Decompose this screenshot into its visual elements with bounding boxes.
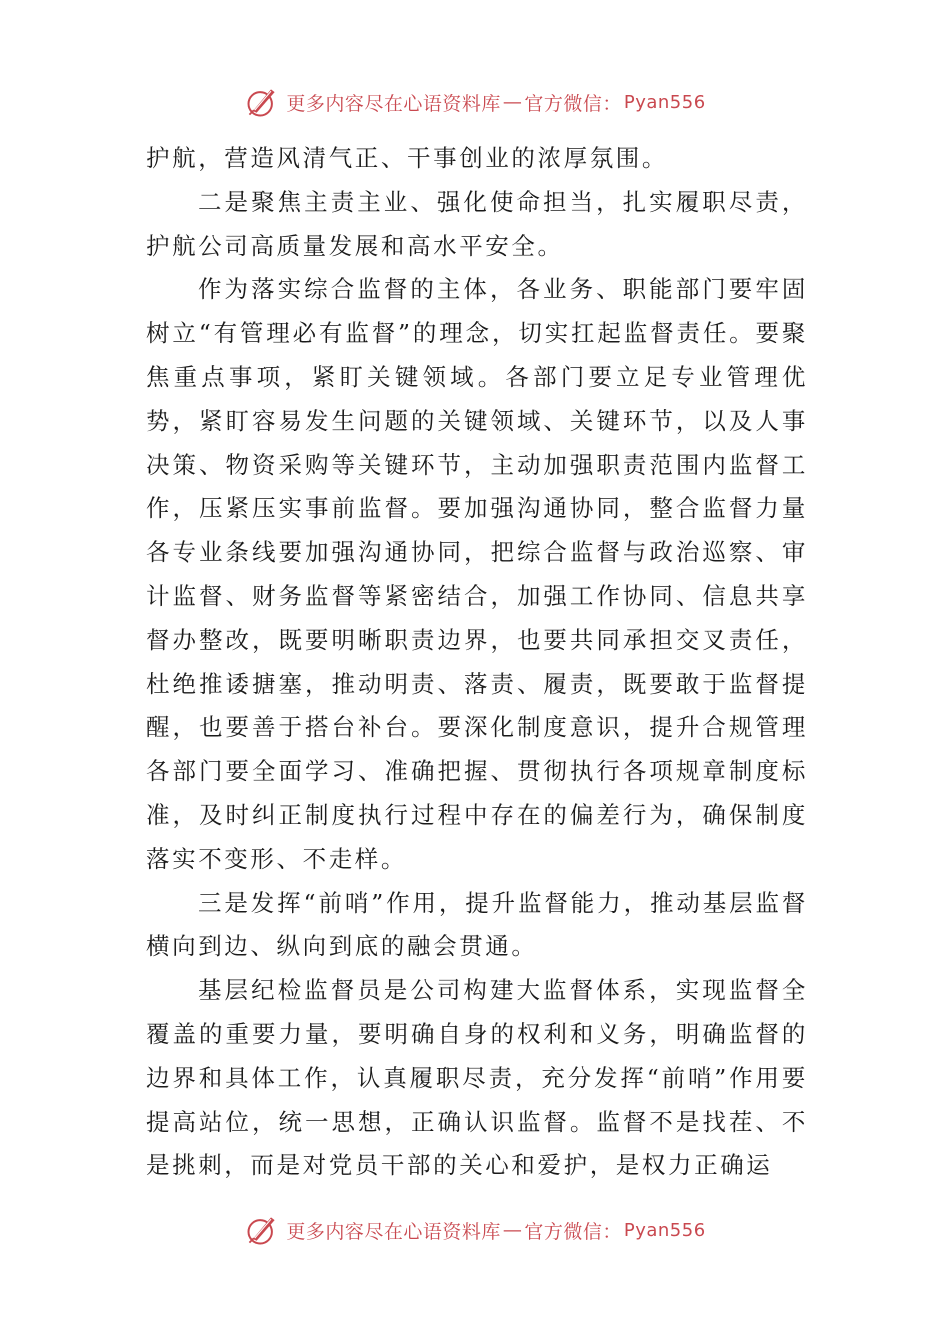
paragraph-1: 护航，营造风清气正、干事创业的浓厚氛围。: [146, 144, 668, 172]
watermark-header: [0, 82, 950, 122]
watermark-text: 更多内容尽在心语资料库: [286, 92, 501, 115]
paragraph-3: 作为落实综合监督的主体，各业务、职能部门要牢固树立“有管理必有监督”的理念，切实扛起监督责任。要聚焦重点事项，紧盯关键领域。各部门要立足专业管理优势，紧盯容易发生问题的关键领域、关键环节，以及人事决策、物资采购等关键环节，主动加强职责范围内监督工作，压紧压实事前监督。要加强沟通协同，整合监督力量各专业条线要加强沟通协同，把综合监督与政治巡察、审计监督、财务监督等紧密结合，加强工作协同、信息共享督办整改，既要明晰职责边界，也要共同承担交叉责任，杜绝推诿搪塞，推动明责、落责、履责，既要敢于监督提醒，也要善于搭台补台。要深化制度意识，提升合规管理各部门要全面学习、准确把握、贯彻执行各项规章制度标准，及时纠正制度执行过程中存在的偏差行为，确保制度落实不变形、不走样。: [146, 275, 808, 873]
quill-pen-circle-icon: [244, 1212, 280, 1248]
paragraph-4: 三是发挥“前哨”作用，提升监督能力，推动基层监督横向到边、纵向到底的融会贯通。: [146, 888, 808, 961]
paragraph-5: 基层纪检监督员是公司构建大监督体系，实现监督全覆盖的重要力量，要明确自身的权利和义务，明确监督的边界和具体工作，认真履职尽责，充分发挥“前哨”作用要提高站位，统一思想，正确认识监督。监督不是找茬、不是挑刺，而是对党员干部的关心和爱护，是权力正确运: [146, 976, 808, 1180]
watermark-text: 更多内容尽在心语资料库: [286, 1220, 501, 1243]
watermark-wechat-id: Pyan556: [623, 1219, 706, 1241]
watermark-separator: —: [502, 1219, 523, 1241]
watermark-footer: [0, 1210, 950, 1250]
watermark-label: 官方微信：: [524, 92, 622, 115]
document-body: [146, 137, 808, 1188]
paragraph-2: 二是聚焦主责主业、强化使命担当，扎实履职尽责，护航公司高质量发展和高水平安全。: [146, 187, 808, 260]
watermark-separator: —: [502, 91, 523, 113]
watermark-label: 官方微信：: [524, 1220, 622, 1243]
watermark-wechat-id: Pyan556: [623, 91, 706, 113]
quill-pen-circle-icon: [244, 84, 280, 120]
